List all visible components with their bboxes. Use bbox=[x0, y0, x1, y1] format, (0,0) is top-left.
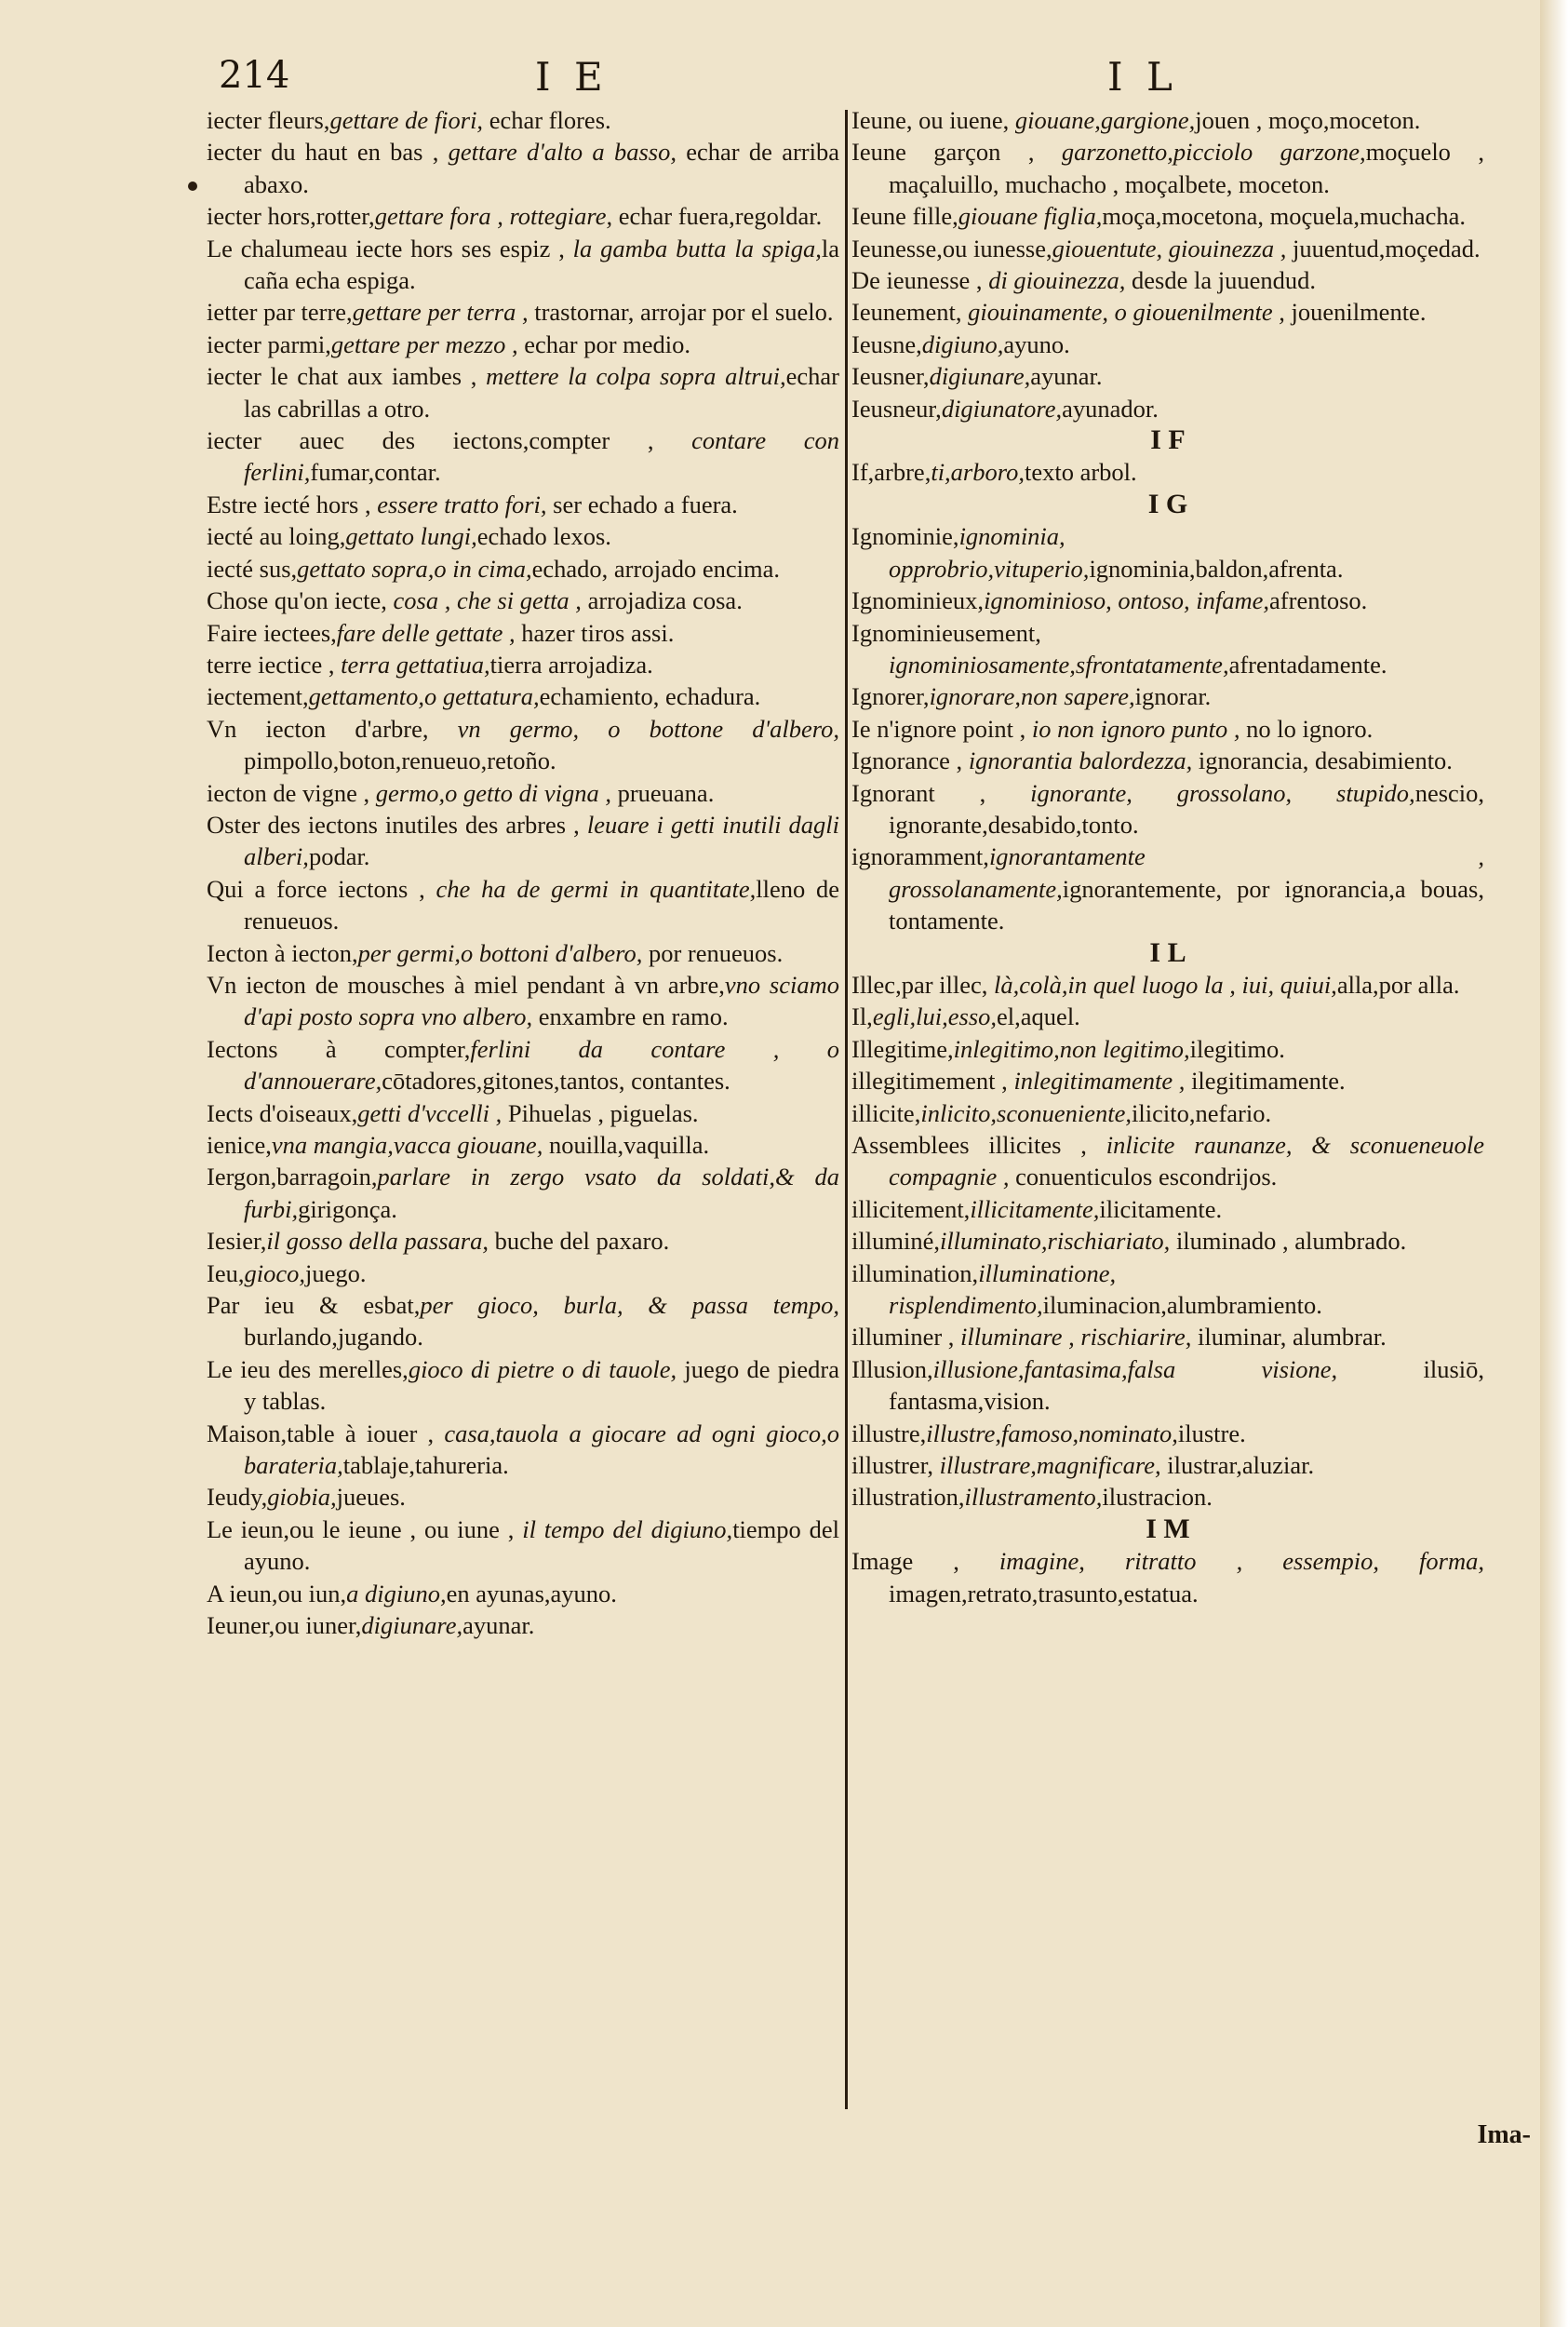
dictionary-entry bbox=[207, 553, 839, 585]
dictionary-entry bbox=[851, 969, 1484, 1001]
entry-french: illumination, bbox=[851, 1258, 979, 1287]
entry-french: Faire iectees, bbox=[207, 618, 337, 647]
entry-french: Il, bbox=[851, 1002, 873, 1031]
entry-spanish: la caña echa espiga. bbox=[244, 234, 839, 295]
entry-spanish: afrentadamente. bbox=[1228, 650, 1387, 679]
entry-french: iecter fleurs, bbox=[207, 106, 330, 134]
entry-italian: gettare per terra , bbox=[352, 298, 529, 327]
entry-italian: illicitamente, bbox=[970, 1194, 1100, 1223]
entry-french: Ignominie, bbox=[851, 522, 959, 551]
entry-spanish: juego. bbox=[304, 1258, 367, 1287]
entry-italian: ferlini da contare , o d'annouerare, bbox=[244, 1034, 839, 1096]
entry-italian: illuminare , rischiarire, bbox=[960, 1323, 1192, 1352]
entry-spanish: ilegitimo. bbox=[1189, 1034, 1285, 1063]
entry-french: Ignorant , bbox=[851, 778, 1031, 807]
entry-spanish: ilegitimamente. bbox=[1185, 1067, 1346, 1096]
entry-french: Ieu, bbox=[207, 1258, 245, 1287]
dictionary-entry bbox=[207, 1161, 839, 1225]
catchword: Ima- bbox=[1477, 2120, 1531, 2149]
entry-spanish: moçuelo , maçaluillo, muchacho , moçalbete, moceton. bbox=[889, 138, 1484, 198]
entry-spanish: iluminacion,alumbramiento. bbox=[1042, 1291, 1322, 1320]
entry-spanish: podar. bbox=[308, 842, 370, 871]
entry-italian: di giouinezza, bbox=[988, 266, 1126, 295]
entry-french: ietter par terre, bbox=[207, 298, 353, 327]
section-heading: I L bbox=[1149, 936, 1186, 968]
entry-french: Assemblees illicites , bbox=[851, 1131, 1106, 1159]
entry-italian: garzonetto,picciolo garzone, bbox=[1061, 138, 1366, 167]
entry-spanish: ilicitamente. bbox=[1099, 1194, 1223, 1223]
entry-italian: gettamento,o gettatura, bbox=[308, 682, 540, 711]
dictionary-entry bbox=[851, 1418, 1484, 1449]
entry-french: ignoramment, bbox=[851, 842, 989, 871]
entry-french: illicite, bbox=[851, 1098, 921, 1127]
entry-italian: casa,tauola a giocare ad ogni gioco,o barateria, bbox=[244, 1419, 839, 1480]
dictionary-entry bbox=[207, 1033, 839, 1097]
entry-spanish: hazer tiros assi. bbox=[515, 618, 675, 647]
dictionary-entry bbox=[207, 713, 839, 777]
entry-italian: il gosso della passara, bbox=[266, 1227, 489, 1256]
entry-spanish: echar de arriba abaxo. bbox=[244, 138, 839, 198]
entry-french: illuminer , bbox=[851, 1323, 961, 1352]
entry-italian: giouinamente, o giouenilmente , bbox=[968, 298, 1285, 327]
right-column bbox=[851, 104, 1484, 1609]
entry-italian: gettare per mezzo , bbox=[330, 330, 518, 358]
dictionary-entry bbox=[207, 937, 839, 969]
dictionary-entry bbox=[851, 393, 1484, 424]
entry-french: Vn iecton d'arbre, bbox=[207, 714, 458, 743]
entry-italian: ignorantia balordezza, bbox=[968, 747, 1193, 775]
dictionary-entry bbox=[207, 1353, 839, 1418]
entry-french: iecter du haut en bas , bbox=[207, 138, 449, 167]
entry-french: terre iectice , bbox=[207, 650, 342, 679]
entry-french: Illec,par illec, bbox=[851, 970, 995, 999]
entry-spanish: fumar,contar. bbox=[310, 458, 441, 487]
dictionary-entry bbox=[207, 1513, 839, 1578]
dictionary-entry bbox=[851, 1545, 1484, 1609]
section-heading: I F bbox=[1150, 424, 1186, 456]
entry-spanish: girigonça. bbox=[298, 1194, 397, 1223]
entry-italian: germo,o getto di vigna , bbox=[375, 778, 611, 807]
entry-spanish: tiempo del ayuno. bbox=[244, 1514, 839, 1576]
entry-italian: vno sciamo d'api posto sopra vno albero, bbox=[244, 970, 840, 1031]
entry-italian: gettato sopra,o in cima, bbox=[297, 554, 532, 583]
entry-spanish: pimpollo,boton,renueuo,retoño. bbox=[244, 747, 556, 775]
entry-spanish: lleno de renueuos. bbox=[244, 874, 839, 935]
entry-french: iecté au loing, bbox=[207, 522, 346, 551]
dictionary-entry bbox=[207, 1129, 839, 1161]
entry-spanish: iluminar, alumbrar. bbox=[1191, 1323, 1387, 1352]
entry-italian: giouane,gargione, bbox=[1014, 106, 1196, 134]
entry-french: A ieun,ou iun, bbox=[207, 1579, 347, 1607]
dictionary-entry bbox=[851, 1225, 1484, 1257]
entry-italian: illusione,fantasima,falsa visione, bbox=[932, 1354, 1338, 1383]
entry-french: Ignorance , bbox=[851, 747, 969, 775]
entry-italian: io non ignoro punto , bbox=[1031, 714, 1240, 743]
entry-spanish: por renueuos. bbox=[642, 938, 784, 967]
entry-spanish: echar por medio. bbox=[517, 330, 691, 358]
dictionary-entry bbox=[851, 1353, 1484, 1418]
entry-spanish: echar las cabrillas a otro. bbox=[244, 362, 840, 423]
entry-spanish: echar fuera,regoldar. bbox=[612, 202, 823, 231]
entry-spanish: tierra arrojadiza. bbox=[489, 650, 653, 679]
entry-french: illuminé, bbox=[851, 1227, 940, 1256]
entry-italian: ignorantamente , grossolanamente, bbox=[889, 842, 1484, 903]
entry-italian: gettato lungi, bbox=[345, 522, 477, 551]
entry-italian: digiuno, bbox=[921, 330, 1004, 358]
entry-italian: a digiuno, bbox=[346, 1579, 447, 1607]
entry-italian: gettare fora , rottegiare, bbox=[374, 202, 613, 231]
entry-italian: terra gettatiua, bbox=[341, 650, 490, 679]
entry-italian: ignominiosamente,sfrontatamente, bbox=[889, 650, 1229, 679]
entry-french: Ieune, ou iuene, bbox=[851, 106, 1015, 134]
entry-spanish: echado lexos. bbox=[476, 522, 611, 551]
dictionary-entry bbox=[207, 424, 839, 489]
entry-french: Illegitime, bbox=[851, 1034, 954, 1063]
entry-italian: essere tratto fori, bbox=[377, 490, 547, 518]
entry-italian: egli,lui,esso, bbox=[872, 1002, 998, 1031]
entry-french: Ieunement, bbox=[851, 298, 969, 327]
entry-italian: cosa , che si getta , bbox=[393, 586, 582, 615]
entry-french: iecton de vigne , bbox=[207, 778, 376, 807]
entry-spanish: nescio, ignorante,desabido,tonto. bbox=[889, 778, 1485, 839]
entry-spanish: enxambre en ramo. bbox=[532, 1002, 729, 1031]
entry-spanish: afrentoso. bbox=[1269, 586, 1368, 615]
entry-italian: per gioco, burla, & passa tempo, bbox=[420, 1291, 840, 1320]
entry-french: If,arbre, bbox=[851, 458, 931, 487]
section-heading: I G bbox=[1147, 488, 1188, 519]
entry-french: De ieunesse , bbox=[851, 266, 989, 295]
dictionary-entry bbox=[207, 969, 839, 1033]
dictionary-entry bbox=[851, 1449, 1484, 1481]
entry-italian: vna mangia,vacca giouane, bbox=[271, 1131, 543, 1159]
entry-french: Maison,table à iouer , bbox=[207, 1419, 445, 1447]
entry-italian: ignorante, grossolano, stupido, bbox=[1030, 778, 1415, 807]
entry-spanish: iluminado , alumbrado. bbox=[1170, 1227, 1407, 1256]
entry-italian: illustre,famoso,nominato, bbox=[926, 1419, 1178, 1447]
entry-french: Qui a force iectons , bbox=[207, 874, 436, 903]
dictionary-entry bbox=[851, 1129, 1484, 1193]
dictionary-entry bbox=[207, 200, 839, 232]
entry-italian: il tempo del digiuno, bbox=[522, 1514, 733, 1543]
dictionary-entry bbox=[207, 1097, 839, 1129]
entry-spanish: ilustracion. bbox=[1102, 1483, 1213, 1512]
entry-french: ienice, bbox=[207, 1131, 272, 1159]
dictionary-entry bbox=[851, 136, 1484, 200]
dictionary-entry bbox=[207, 1289, 839, 1353]
dictionary-entry bbox=[207, 649, 839, 680]
entry-spanish: tablaje,tahureria. bbox=[342, 1451, 509, 1480]
dictionary-entry bbox=[851, 200, 1484, 232]
dictionary-entry bbox=[851, 520, 1484, 585]
entry-spanish: jouen , moço,moceton. bbox=[1195, 106, 1421, 134]
entry-spanish: no lo ignoro. bbox=[1240, 714, 1374, 743]
entry-spanish: ignorantemente, por ignorancia,a bouas, tontamente. bbox=[889, 874, 1484, 935]
entry-spanish: ignorancia, desabimiento. bbox=[1192, 747, 1453, 775]
dictionary-entry bbox=[851, 329, 1484, 360]
entry-spanish: ayunar. bbox=[462, 1611, 535, 1640]
entry-italian: gettare de fiori, bbox=[329, 106, 484, 134]
entry-french: illustre, bbox=[851, 1419, 927, 1447]
entry-french: Iesier, bbox=[207, 1227, 267, 1256]
entry-italian: digiunatore, bbox=[941, 394, 1063, 423]
entry-french: Illusion, bbox=[851, 1354, 933, 1383]
dictionary-entry bbox=[207, 809, 839, 873]
entry-french: iecter auec des iectons,compter , bbox=[207, 426, 692, 455]
entry-italian: ignominia, opprobrio,vituperio, bbox=[889, 522, 1090, 583]
entry-spanish: el,aquel. bbox=[997, 1002, 1080, 1031]
entry-french: Vn iecton de mousches à miel pendant à vn arbre, bbox=[207, 970, 725, 999]
entry-spanish: jueues. bbox=[336, 1483, 406, 1512]
entry-spanish: prueuana. bbox=[610, 778, 715, 807]
dictionary-entry bbox=[207, 489, 839, 520]
entry-spanish: arrojadiza cosa. bbox=[581, 586, 743, 615]
dictionary-entry bbox=[207, 1609, 839, 1641]
entry-french: Estre iecté hors , bbox=[207, 490, 378, 518]
dictionary-entry bbox=[207, 233, 839, 297]
dictionary-entry bbox=[851, 1001, 1484, 1032]
entry-spanish: echamiento, echadura. bbox=[539, 682, 761, 711]
entry-italian: inlicite raunanze, & sconueneuole compagnie , bbox=[889, 1131, 1484, 1191]
entry-italian: parlare in zergo vsato da soldati,& da furbi, bbox=[244, 1163, 839, 1223]
dictionary-entry bbox=[851, 104, 1484, 136]
entry-french: Ieusner, bbox=[851, 362, 930, 391]
entry-french: Ignominieusement, bbox=[851, 618, 1041, 647]
entry-spanish: en ayunas,ayuno. bbox=[446, 1579, 617, 1607]
entry-italian: giouane figlia, bbox=[958, 202, 1103, 231]
entry-french: Iecton à iecton, bbox=[207, 938, 358, 967]
entry-spanish: jouenilmente. bbox=[1284, 298, 1427, 327]
entry-french: Ignominieux, bbox=[851, 586, 985, 615]
entry-french: iecter le chat aux iambes , bbox=[207, 362, 487, 391]
entry-spanish: imagen,retrato,trasunto,estatua. bbox=[889, 1579, 1199, 1607]
dictionary-entry bbox=[851, 617, 1484, 681]
dictionary-entry bbox=[851, 1097, 1484, 1129]
entry-spanish: juego de piedra y tablas. bbox=[244, 1354, 839, 1416]
entry-italian: imagine, ritratto , essempio, forma, bbox=[998, 1547, 1484, 1576]
dictionary-entry bbox=[851, 680, 1484, 712]
running-head-left: I E bbox=[535, 54, 609, 100]
section-heading: I M bbox=[1146, 1513, 1190, 1544]
entry-spanish: cōtadores,gitones,tantos, contantes. bbox=[382, 1067, 730, 1096]
entry-french: Ieusne, bbox=[851, 330, 922, 358]
dictionary-entry bbox=[207, 617, 839, 649]
ink-blot-mark bbox=[188, 182, 197, 191]
entry-french: Ignorer, bbox=[851, 682, 930, 711]
dictionary-entry bbox=[851, 1481, 1484, 1513]
entry-italian: fare delle gettate , bbox=[336, 618, 516, 647]
entry-spanish: echado, arrojado encima. bbox=[531, 554, 780, 583]
entry-french: Iects d'oiseaux, bbox=[207, 1098, 358, 1127]
entry-italian: mettere la colpa sopra altrui, bbox=[486, 362, 786, 391]
dictionary-entry bbox=[851, 745, 1484, 776]
entry-spanish: buche del paxaro. bbox=[488, 1227, 670, 1256]
entry-spanish: ignorar. bbox=[1134, 682, 1212, 711]
entry-french: iecté sus, bbox=[207, 554, 298, 583]
entry-spanish: ignominia,baldon,afrenta. bbox=[1089, 554, 1344, 583]
dictionary-entry bbox=[207, 777, 839, 809]
entry-italian: digiunare, bbox=[361, 1611, 463, 1640]
dictionary-entry bbox=[851, 264, 1484, 296]
page-number: 214 bbox=[219, 54, 290, 97]
page-header bbox=[0, 54, 1568, 110]
dictionary-entry bbox=[207, 680, 839, 712]
entry-italian: là,colà,in quel luogo la , iui, quiui, bbox=[994, 970, 1337, 999]
entry-italian: illustramento, bbox=[964, 1483, 1103, 1512]
entry-italian: giobia, bbox=[267, 1483, 337, 1512]
dictionary-entry bbox=[851, 777, 1484, 841]
entry-italian: ignorare,non sapere, bbox=[929, 682, 1135, 711]
dictionary-entry bbox=[851, 713, 1484, 745]
entry-italian: illuminato,rischiariato, bbox=[939, 1227, 1171, 1256]
entry-italian: inlicito,sconueniente, bbox=[920, 1098, 1132, 1127]
entry-italian: leuare i getti inutili dagli alberi, bbox=[244, 810, 840, 871]
dictionary-entry bbox=[207, 1578, 839, 1609]
entry-italian: illuminatione, risplendimento, bbox=[889, 1258, 1117, 1320]
entry-spanish: burlando,jugando. bbox=[244, 1323, 423, 1352]
entry-spanish: juuentud,moçedad. bbox=[1286, 234, 1481, 262]
dictionary-entry bbox=[851, 1193, 1484, 1225]
entry-italian: per germi,o bottoni d'albero, bbox=[357, 938, 643, 967]
entry-spanish: moça,mocetona, moçuela,muchacha. bbox=[1102, 202, 1467, 231]
dictionary-entry bbox=[207, 520, 839, 552]
entry-italian: gioco di pietre o di tauole, bbox=[408, 1354, 677, 1383]
entry-spanish: conuenticulos escondrijos. bbox=[1009, 1163, 1278, 1191]
entry-french: illustration, bbox=[851, 1483, 965, 1512]
entry-spanish: texto arbol. bbox=[1024, 458, 1137, 487]
dictionary-entry bbox=[207, 329, 839, 360]
entry-french: Iectons à compter, bbox=[207, 1034, 471, 1063]
entry-italian: ti,arboro, bbox=[931, 458, 1025, 487]
entry-italian: vn germo, o bottone d'albero, bbox=[457, 714, 839, 743]
entry-spanish: ilustre. bbox=[1177, 1419, 1246, 1447]
entry-spanish: ayunador. bbox=[1062, 394, 1159, 423]
entry-spanish: ayuno. bbox=[1003, 330, 1070, 358]
entry-french: Ieunesse,ou iunesse, bbox=[851, 234, 1052, 262]
dictionary-entry bbox=[207, 136, 839, 200]
entry-french: Par ieu & esbat, bbox=[207, 1291, 421, 1320]
entry-french: Iergon,barragoin, bbox=[207, 1163, 378, 1191]
entry-spanish: ilustrar,aluziar. bbox=[1160, 1451, 1315, 1480]
entry-spanish: ilusiō, fantasma,vision. bbox=[889, 1354, 1484, 1416]
left-column bbox=[207, 104, 839, 1642]
entry-italian: getti d'vccelli , bbox=[357, 1098, 503, 1127]
entry-french: illicitement, bbox=[851, 1194, 971, 1223]
entry-french: illustrer, bbox=[851, 1451, 940, 1480]
entry-french: Le ieun,ou le ieune , ou iune , bbox=[207, 1514, 523, 1543]
entry-french: Ieudy, bbox=[207, 1483, 268, 1512]
entry-italian: contare con ferlini, bbox=[244, 426, 839, 487]
entry-spanish: nouilla,vaquilla. bbox=[543, 1131, 710, 1159]
entry-italian: che ha de germi in quantitate, bbox=[436, 874, 757, 903]
dictionary-entry bbox=[851, 841, 1484, 936]
entry-french: iecter parmi, bbox=[207, 330, 331, 358]
entry-french: Ieuner,ou iuner, bbox=[207, 1611, 362, 1640]
dictionary-entry bbox=[851, 1258, 1484, 1322]
dictionary-entry bbox=[851, 1033, 1484, 1065]
entry-spanish: Pihuelas , piguelas. bbox=[502, 1098, 699, 1127]
entry-french: iectement, bbox=[207, 682, 309, 711]
entry-french: Ieune fille, bbox=[851, 202, 958, 231]
dictionary-entry bbox=[851, 296, 1484, 328]
dictionary-entry bbox=[207, 873, 839, 937]
entry-french: Image , bbox=[851, 1547, 999, 1576]
dictionary-entry bbox=[207, 1258, 839, 1289]
entry-spanish: ayunar. bbox=[1030, 362, 1103, 391]
entry-french: Le chalumeau iecte hors ses espiz , bbox=[207, 234, 573, 262]
entry-italian: giouentute, giouinezza , bbox=[1052, 234, 1287, 262]
entry-spanish: ilicito,nefario. bbox=[1132, 1098, 1272, 1127]
entry-italian: la gamba butta la spiga, bbox=[572, 234, 822, 262]
dictionary-entry bbox=[851, 1065, 1484, 1096]
entry-spanish: alla,por alla. bbox=[1336, 970, 1460, 999]
entry-spanish: ser echado a fuera. bbox=[546, 490, 738, 518]
entry-italian: illustrare,magnificare, bbox=[939, 1451, 1161, 1480]
dictionary-entry bbox=[207, 585, 839, 616]
entry-italian: digiunare, bbox=[929, 362, 1031, 391]
dictionary-entry bbox=[207, 104, 839, 136]
entry-italian: gioco, bbox=[244, 1258, 305, 1287]
running-head-right: I L bbox=[1107, 54, 1178, 100]
entry-french: Ieune garçon , bbox=[851, 138, 1062, 167]
entry-french: Oster des iectons inutiles des arbres , bbox=[207, 810, 587, 839]
entry-spanish: desde la juuendud. bbox=[1125, 266, 1317, 295]
entry-spanish: trastornar, arrojar por el suelo. bbox=[528, 298, 834, 327]
dictionary-entry bbox=[851, 1321, 1484, 1352]
entry-french: Ieusneur, bbox=[851, 394, 942, 423]
dictionary-entry bbox=[851, 360, 1484, 392]
dictionary-entry bbox=[207, 1418, 839, 1482]
entry-french: Chose qu'on iecte, bbox=[207, 586, 394, 615]
column-divider bbox=[845, 110, 848, 2109]
entry-italian: gettare d'alto a basso, bbox=[448, 138, 677, 167]
dictionary-entry bbox=[851, 585, 1484, 616]
entry-spanish: echar flores. bbox=[483, 106, 611, 134]
entry-french: illegitimement , bbox=[851, 1067, 1014, 1096]
entry-french: Ie n'ignore point , bbox=[851, 714, 1032, 743]
dictionary-entry bbox=[207, 1481, 839, 1513]
dictionary-entry bbox=[207, 296, 839, 328]
entry-italian: inlegitimo,non legitimo, bbox=[953, 1034, 1190, 1063]
dictionary-entry bbox=[851, 456, 1484, 488]
entry-french: Le ieu des merelles, bbox=[207, 1354, 409, 1383]
entry-italian: ignominioso, ontoso, infame, bbox=[984, 586, 1270, 615]
entry-french: iecter hors,rotter, bbox=[207, 202, 375, 231]
dictionary-entry bbox=[207, 360, 839, 424]
dictionary-entry bbox=[207, 1225, 839, 1257]
entry-italian: inlegitimamente , bbox=[1013, 1067, 1186, 1096]
dictionary-entry bbox=[851, 233, 1484, 264]
